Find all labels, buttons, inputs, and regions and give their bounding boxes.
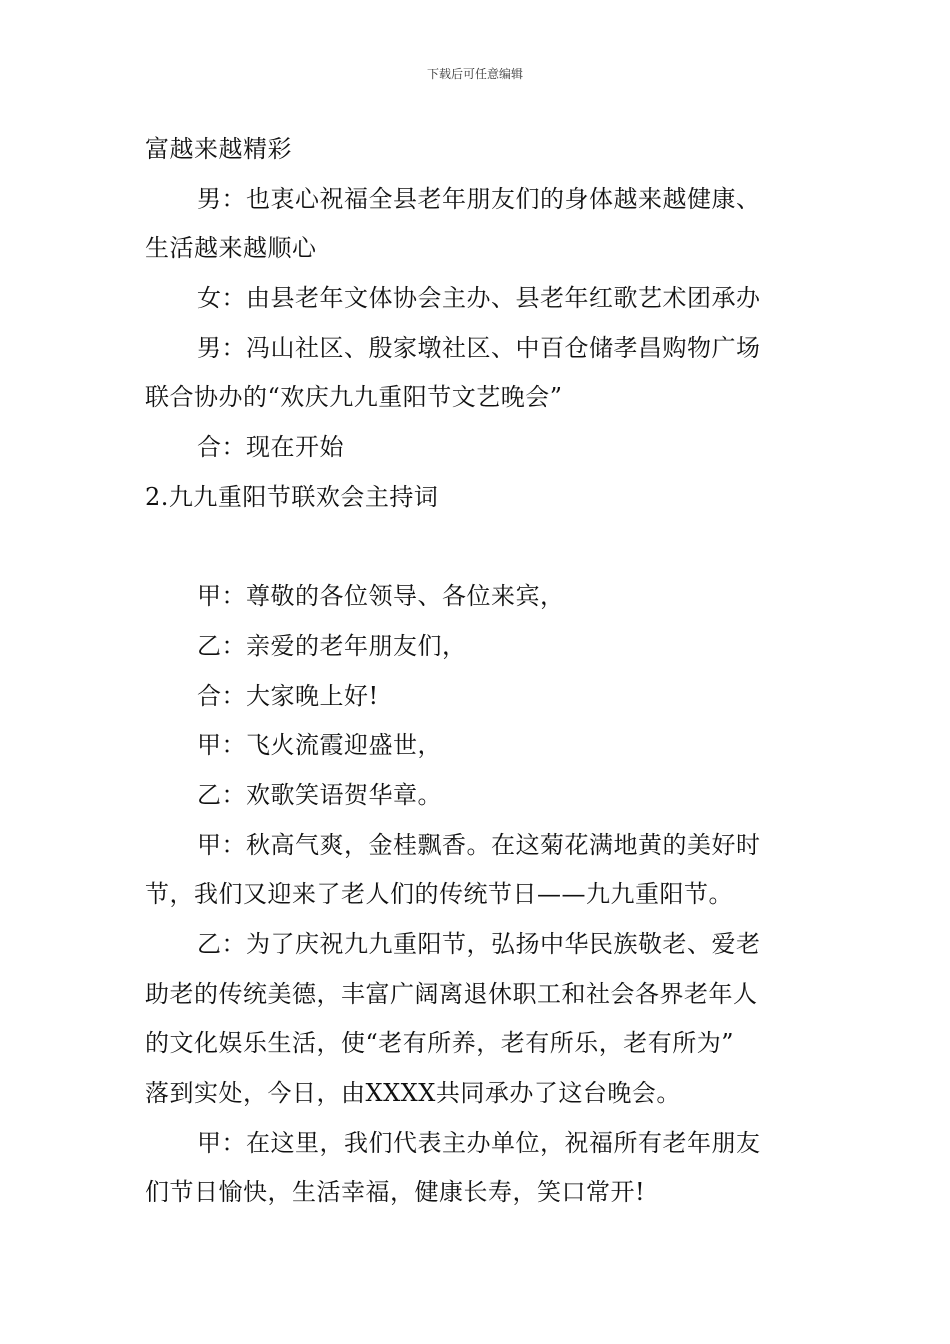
text-line: 落到实处，今日，由XXXX共同承办了这台晚会。 [145, 1079, 681, 1108]
text-line: 甲：秋高气爽，金桂飘香。在这菊花满地黄的美好时 [197, 830, 761, 859]
text-line: 合：大家晚上好! [197, 681, 379, 710]
text-line: 助老的传统美德，丰富广阔离退休职工和社会各界老年人 [145, 979, 758, 1008]
text-line: 的文化娱乐生活，使“老有所养，老有所乐，老有所为” [145, 1029, 735, 1058]
text-line: 乙：亲爱的老年朋友们， [197, 631, 467, 660]
text-line: 男：冯山社区、殷家墩社区、中百仓储孝昌购物广场 [197, 333, 761, 362]
text-line: 男：也衷心祝福全县老年朋友们的身体越来越健康、 [197, 184, 761, 213]
text-line: 生活越来越顺心 [145, 234, 317, 263]
text-line: 节，我们又迎来了老人们的传统节日——九九重阳节。 [145, 880, 733, 909]
section-heading: 2.九九重阳节联欢会主持词 [145, 482, 439, 511]
text-line: 联合协办的“欢庆九九重阳节文艺晚会” [145, 383, 563, 412]
page-header: 下载后可任意编辑 [426, 67, 523, 81]
text-line: 们节日愉快，生活幸福，健康长寿，笑口常开! [145, 1178, 646, 1207]
text-line: 甲：尊敬的各位领导、各位来宾， [197, 582, 565, 611]
text-line: 乙：为了庆祝九九重阳节，弘扬中华民族敬老、爱老 [197, 930, 761, 958]
text-line: 甲：在这里，我们代表主办单位，祝福所有老年朋友 [197, 1128, 761, 1157]
text-line: 富越来越精彩 [145, 135, 292, 163]
text-line: 甲：飞火流霞迎盛世， [197, 731, 442, 760]
text-line: 女：由县老年文体协会主办、县老年红歌艺术团承办 [197, 284, 761, 313]
document-body [145, 125, 810, 1218]
text-line: 合：现在开始 [197, 433, 344, 462]
text-line: 乙：欢歌笑语贺华章。 [197, 780, 442, 809]
blank-line [145, 523, 810, 573]
